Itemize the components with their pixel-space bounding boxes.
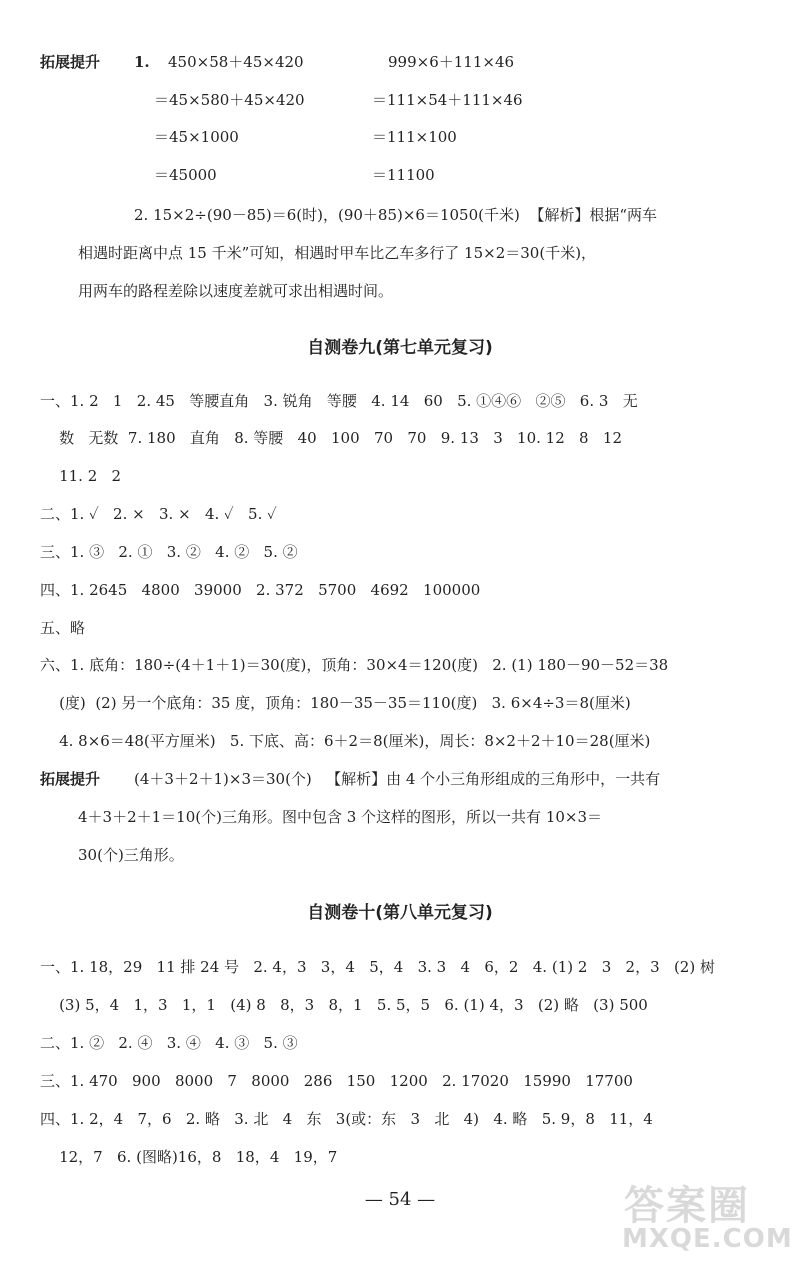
section-title-9: 自测卷九(第七单元复习) bbox=[307, 338, 493, 358]
answer-line: 五、略 bbox=[40, 619, 86, 637]
answer-line: 六、1. 底角：180÷(4＋1＋1)＝30(度)，顶角：30×4＝120(度) 2. (1) 180－90－52＝38 bbox=[40, 656, 669, 674]
answer-line: 二、1. ② 2. ④ 3. ④ 4. ③ 5. ③ bbox=[40, 1034, 298, 1052]
ext-label: 拓展提升 bbox=[40, 53, 101, 71]
calc-left-line: ＝45000 bbox=[154, 166, 217, 184]
calc-left-line: ＝45×1000 bbox=[154, 128, 239, 146]
calc-left-line: ＝45×580＋45×420 bbox=[154, 91, 305, 109]
answer-line: (3) 5，4 1，3 1，1 (4) 8 8，3 8，1 5. 5，5 6. (1) 4，3 (2) 略 (3) 500 bbox=[40, 996, 648, 1014]
calc-right-line: 999×6＋111×46 bbox=[388, 53, 515, 71]
answer-line: 三、1. 470 900 8000 7 8000 286 150 1200 2. 17020 15990 17700 bbox=[40, 1072, 633, 1090]
answer-line: (4＋3＋2＋1)×3＝30(个) 【解析】由 4 个小三角形组成的三角形中，一共有 bbox=[134, 770, 661, 788]
answer-line: 三、1. ③ 2. ① 3. ② 4. ② 5. ② bbox=[40, 543, 298, 561]
answer-line: 四、1. 2，4 7，6 2. 略 3. 北 4 东 3(或：东 3 北 4) 4. 略 5. 9，8 11，4 bbox=[40, 1110, 653, 1128]
page-number: — 54 — bbox=[364, 1189, 436, 1210]
answer-line: 数 无数 7. 180 直角 8. 等腰 40 100 70 70 9. 13 3 10. 12 8 12 bbox=[40, 429, 622, 447]
answer-line: 一、1. 18，29 11 排 24 号 2. 4，3 3，4 5，4 3. 3 4 6，2 4. (1) 2 3 2，3 (2) 树 bbox=[40, 958, 715, 976]
watermark-url: MXQE.COM bbox=[622, 1224, 793, 1254]
answer-line: 12，7 6. (图略)16，8 18，4 19，7 bbox=[40, 1148, 338, 1166]
answer-line: 11. 2 2 bbox=[40, 467, 122, 485]
answer-line: 30(个)三角形。 bbox=[78, 846, 184, 864]
calc-left-line: 450×58＋45×420 bbox=[168, 53, 304, 71]
calc-right-line: ＝111×100 bbox=[372, 128, 457, 146]
answer-line: 4. 8×6＝48(平方厘米) 5. 下底、高：6＋2＝8(厘米)，周长：8×2＋2＋10＝28(厘米) bbox=[40, 732, 651, 750]
ext-number: 1. bbox=[134, 53, 150, 71]
calc-right-line: ＝111×54＋111×46 bbox=[372, 91, 523, 109]
ext-label: 拓展提升 bbox=[40, 770, 101, 788]
answer-line: (度) (2) 另一个底角：35 度，顶角：180－35－35＝110(度) 3. 6×4÷3＝8(厘米) bbox=[40, 694, 631, 712]
answer-line: 2. 15×2÷(90－85)＝6(时)，(90＋85)×6＝1050(千米) 【解析】根据“两车 bbox=[134, 206, 658, 224]
answer-line: 二、1. ✓ 2. × 3. × 4. ✓ 5. ✓ bbox=[40, 505, 277, 523]
answer-line: 4＋3＋2＋1＝10(个)三角形。图中包含 3 个这样的图形，所以一共有 10×3＝ bbox=[78, 808, 603, 826]
watermark bbox=[600, 1170, 800, 1268]
answer-line: 相遇时距离中点 15 千米”可知，相遇时甲车比乙车多行了 15×2＝30(千米)， bbox=[78, 244, 597, 262]
watermark-logo-text: 答案圈 bbox=[624, 1183, 750, 1229]
answer-line: 一、1. 2 1 2. 45 等腰直角 3. 锐角 等腰 4. 14 60 5. ①④⑥ ②⑤ 6. 3 无 bbox=[40, 392, 638, 410]
answer-line: 四、1. 2645 4800 39000 2. 372 5700 4692 100000 bbox=[40, 581, 481, 599]
calc-right-line: ＝11100 bbox=[372, 166, 435, 184]
answer-line: 用两车的路程差除以速度差就可求出相遇时间。 bbox=[78, 282, 394, 300]
section-title-10: 自测卷十(第八单元复习) bbox=[307, 903, 493, 923]
